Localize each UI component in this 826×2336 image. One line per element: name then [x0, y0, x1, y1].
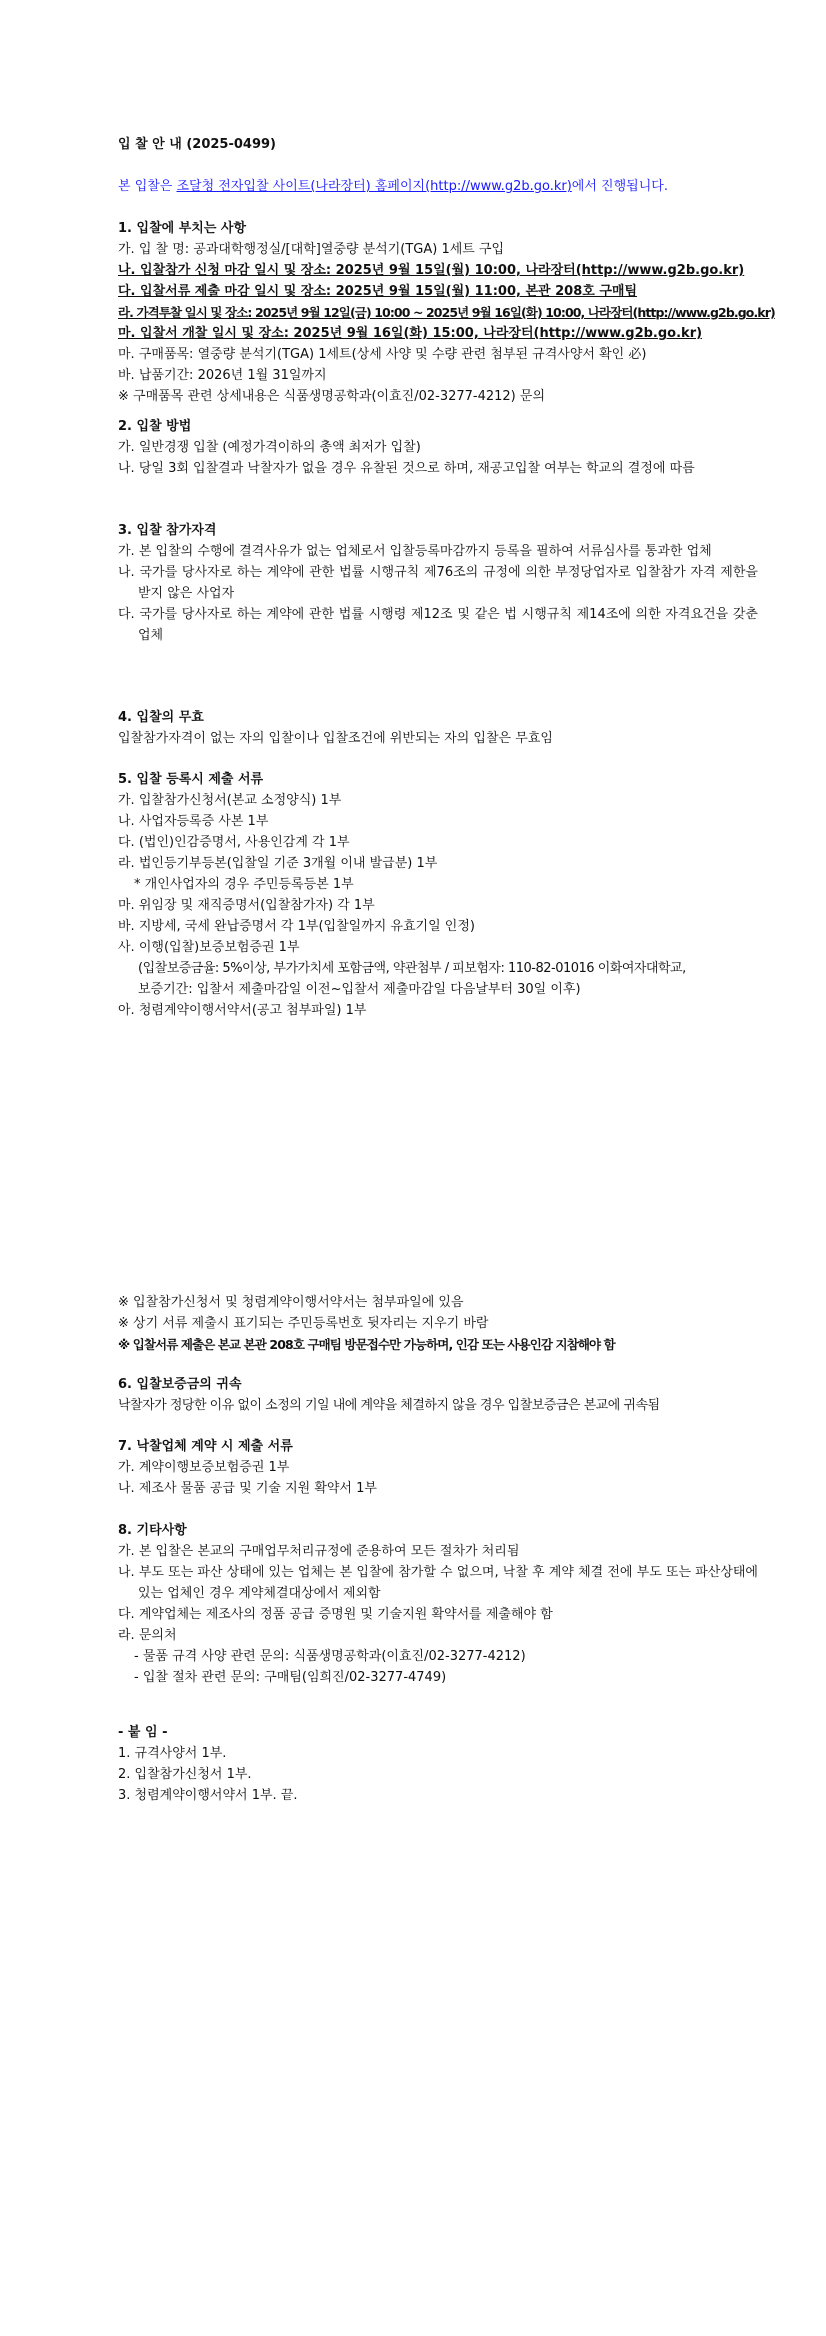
section-8-heading: 8. 기타사항 [118, 1523, 187, 1538]
section-8 [118, 1520, 758, 1688]
s5-item-application: 가. 입찰참가신청서(본교 소정양식) 1부 [118, 793, 342, 808]
s2-item-method: 가. 일반경쟁 입찰 (예정가격이하의 총액 최저가 입찰) [118, 440, 421, 455]
s2-item-failure: 나. 당일 3회 입찰결과 낙찰자가 없을 경우 유찰된 것으로 하며, 재공고입찰 여부는 학교의 결정에 따름 [118, 461, 695, 476]
section-7 [118, 1436, 758, 1499]
s8-item-contact-heading: 라. 문의처 [118, 1628, 177, 1643]
s3-item-c: 다. 국가를 당사자로 하는 계약에 관한 법률 시행령 제12조 및 같은 법 시행규칙 제14조에 의한 자격요건을 갖춘 업체 [118, 607, 758, 643]
s8-item-procedure-contact: - 입찰 절차 관련 문의: 구매팀(임희진/02-3277-4749) [134, 1670, 447, 1685]
s8-item-bankruptcy: 나. 부도 또는 파산 상태에 있는 업체는 본 입찰에 참가할 수 없으며, 낙찰 후 계약 체결 전에 부도 또는 파산상태에 있는 업체인 경우 계약체결대상에서 제외함 [118, 1565, 758, 1601]
s4-text: 입찰참가자격이 없는 자의 입찰이나 입찰조건에 위반되는 자의 입찰은 무효임 [118, 731, 553, 746]
attachments-heading: - 붙 임 - [118, 1725, 168, 1740]
s8-item-regulation: 가. 본 입찰은 본교의 구매업무처리규정에 준용하여 모든 절차가 처리됨 [118, 1544, 520, 1559]
note-attachment: ※ 입찰참가신청서 및 청렴계약이행서약서는 첨부파일에 있음 [118, 1295, 464, 1310]
s5-item-guarantee-detail-2: 보증기간: 입찰서 제출마감일 이전~입찰서 제출마감일 다음날부터 30일 이후) [138, 982, 581, 997]
s5-item-corp-registry: 라. 법인등기부등본(입찰일 기준 3개월 이내 발급분) 1부 [118, 856, 438, 871]
notes-block [118, 1292, 758, 1355]
s6-text: 낙찰자가 정당한 이유 없이 소정의 기일 내에 계약을 체결하지 않을 경우 입찰보증금은 본교에 귀속됨 [118, 1398, 660, 1413]
s1-item-price-bidding: 라. 가격투찰 일시 및 장소: 2025년 9월 12일(금) 10:00 ~ 2025년 9월 16일(화) 10:00, 나라장터(http://www.g2b.go.kr) [118, 305, 775, 320]
intro-line [118, 176, 758, 197]
s5-item-seal-cert: 다. (법인)인감증명서, 사용인감계 각 1부 [118, 835, 350, 850]
s5-item-tax-cert: 바. 지방세, 국세 완납증명서 각 1부(입찰일까지 유효기일 인정) [118, 919, 475, 934]
attachments-block [118, 1722, 758, 1806]
s1-item-bid-name: 가. 입 찰 명: 공과대학행정실/[대학]열중량 분석기(TGA) 1세트 구입 [118, 242, 505, 257]
section-3 [118, 520, 758, 646]
note-visit-submission: ※ 입찰서류 제출은 본교 본관 208호 구매팀 방문접수만 가능하며, 인감 또는 사용인감 지참해야 함 [118, 1337, 615, 1352]
section-6-heading: 6. 입찰보증금의 귀속 [118, 1377, 242, 1392]
s1-item-opening: 마. 입찰서 개찰 일시 및 장소: 2025년 9월 16일(화) 15:00, 나라장터(http://www.g2b.go.kr) [118, 326, 703, 341]
note-resident-number: ※ 상기 서류 제출시 표기되는 주민등록번호 뒷자리는 지우기 바람 [118, 1316, 489, 1331]
s7-item-performance-bond: 가. 계약이행보증보험증권 1부 [118, 1460, 290, 1475]
s5-item-power-of-attorney: 마. 위임장 및 재직증명서(입찰참가자) 각 1부 [118, 898, 375, 913]
s3-item-b: 나. 국가를 당사자로 하는 계약에 관한 법률 시행규칙 제76조의 규정에 의한 부정당업자로 입찰참가 자격 제한을 받지 않은 사업자 [118, 565, 758, 601]
s5-item-guarantee-detail-1: (입찰보증금율: 5%이상, 부가가치세 포함금액, 약관첨부 / 피보험자: 110-82-01016 이화여자대학교, [138, 961, 686, 976]
section-2-heading: 2. 입찰 방법 [118, 419, 192, 434]
attachment-integrity-pledge: 3. 청렴계약이행서약서 1부. 끝. [118, 1788, 298, 1803]
s1-item-document-deadline: 다. 입찰서류 제출 마감 일시 및 장소: 2025년 9월 15일(월) 11:00, 본관 208호 구매팀 [118, 284, 638, 299]
attachment-spec-sheet: 1. 규격사양서 1부. [118, 1746, 227, 1761]
g2b-site-link[interactable]: 조달청 전자입찰 사이트(나라장터) 홈페이지(http://www.g2b.go.kr) [176, 179, 572, 194]
intro-prefix: 본 입찰은 [118, 179, 177, 194]
section-3-heading: 3. 입찰 참가자격 [118, 523, 217, 538]
section-5-heading: 5. 입찰 등록시 제출 서류 [118, 772, 264, 787]
section-1 [118, 218, 775, 407]
s1-item-purchase-item: 마. 구매품목: 열중량 분석기(TGA) 1세트(상세 사양 및 수량 관련 첨부된 규격사양서 확인 必) [118, 347, 647, 362]
section-4-heading: 4. 입찰의 무효 [118, 710, 204, 725]
section-2 [118, 416, 758, 479]
section-1-heading: 1. 입찰에 부치는 사항 [118, 221, 247, 236]
notice-title: 입 찰 안 내 (2025-0499) [118, 137, 276, 152]
s1-item-contact-note: ※ 구매품목 관련 상세내용은 식품생명공학과(이효진/02-3277-4212) 문의 [118, 389, 546, 404]
s5-item-individual-note: * 개인사업자의 경우 주민등록등본 1부 [134, 877, 354, 892]
s5-item-guarantee: 사. 이행(입찰)보증보험증권 1부 [118, 940, 300, 955]
attachment-application-form: 2. 입찰참가신청서 1부. [118, 1767, 252, 1782]
section-5 [118, 769, 758, 1021]
section-7-heading: 7. 낙찰업체 계약 시 제출 서류 [118, 1439, 293, 1454]
s1-item-registration-deadline: 나. 입찰참가 신청 마감 일시 및 장소: 2025년 9월 15일(월) 10:00, 나라장터(http://www.g2b.go.kr) [118, 263, 745, 278]
s8-item-manufacturer-docs: 다. 계약업체는 제조사의 정품 공급 증명원 및 기술지원 확약서를 제출해야 함 [118, 1607, 553, 1622]
intro-block [118, 176, 758, 197]
s5-item-integrity-pledge: 아. 청렴계약이행서약서(공고 첨부파일) 1부 [118, 1003, 367, 1018]
notice-title-block [118, 134, 758, 155]
s1-item-delivery-period: 바. 납품기간: 2026년 1월 31일까지 [118, 368, 327, 383]
s8-item-spec-contact: - 물품 규격 사양 관련 문의: 식품생명공학과(이효진/02-3277-4212) [134, 1649, 526, 1664]
intro-suffix: 에서 진행됩니다. [571, 179, 668, 194]
section-6 [118, 1374, 758, 1416]
s3-item-a: 가. 본 입찰의 수행에 결격사유가 없는 업체로서 입찰등록마감까지 등록을 필하여 서류심사를 통과한 업체 [118, 544, 712, 559]
section-4 [118, 707, 758, 749]
s5-item-business-reg: 나. 사업자등록증 사본 1부 [118, 814, 269, 829]
s7-item-supply-confirmation: 나. 제조사 물품 공급 및 기술 지원 확약서 1부 [118, 1481, 377, 1496]
